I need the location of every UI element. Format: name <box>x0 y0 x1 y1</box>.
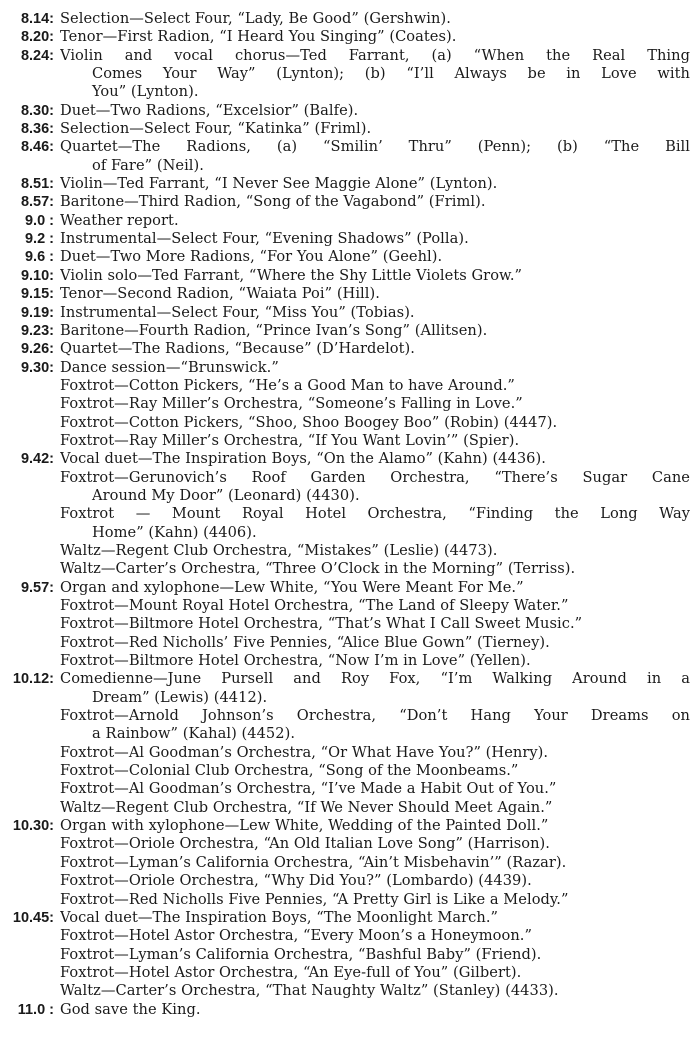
entry-line: Foxtrot—Colonial Club Orchestra, “Song of the Moonbeams.” <box>60 762 519 780</box>
programme-entry <box>6 799 690 817</box>
entry-line: Quartet—The Radions, (a) “Smilin’ Thru” (Penn); (b) “The Bill <box>60 138 690 156</box>
entry-line: Dance session—“Brunswick.” <box>60 358 279 376</box>
entry-line: Weather report. <box>60 211 179 229</box>
entry-time <box>6 469 60 487</box>
entry-description <box>60 505 690 542</box>
entry-time: 10.45: <box>12 909 54 926</box>
entry-line: Waltz—Carter’s Orchestra, “That Naughty Waltz” (Stanley) (4433). <box>60 982 559 1000</box>
entry-description <box>60 707 690 744</box>
programme-entry <box>6 707 690 744</box>
entry-description <box>60 780 690 798</box>
entry-description <box>60 744 690 762</box>
entry-line: Around My Door” (Leonard) (4430). <box>92 486 360 504</box>
entry-line: Vocal duet—The Inspiration Boys, “The Moonlight March.” <box>60 908 499 926</box>
entry-description <box>60 175 690 193</box>
programme-entry <box>6 120 690 138</box>
entry-description <box>60 946 690 964</box>
entry-description <box>60 817 690 835</box>
entry-time: 8.57: <box>20 194 54 211</box>
programme-entry <box>6 340 690 358</box>
entry-description <box>60 212 690 230</box>
entry-line: Foxtrot—Gerunovich’s Roof Garden Orchestra, “There’s Sugar Cane <box>60 468 690 486</box>
entry-time: 8.46: <box>20 139 54 156</box>
entry-time <box>6 780 60 798</box>
entry-time: 10.12: <box>12 671 54 688</box>
entry-time <box>6 854 60 872</box>
entry-line: Selection—Select Four, “Lady, Be Good” (Gershwin). <box>60 10 451 27</box>
entry-time: 9.26: <box>20 341 54 358</box>
entry-description <box>60 560 690 578</box>
entry-time <box>6 799 60 817</box>
programme-entry <box>6 652 690 670</box>
entry-line: Tenor—First Radion, “I Heard You Singing” (Coates). <box>60 28 457 46</box>
entry-line: Foxtrot—Biltmore Hotel Orchestra, “That’s What I Call Sweet Music.” <box>60 615 583 633</box>
entry-time <box>6 377 60 395</box>
entry-time: 8.36: <box>20 121 54 138</box>
entry-description <box>60 964 690 982</box>
entry-line: Baritone—Third Radion, “Song of the Vagabond” (Friml). <box>60 193 486 211</box>
entry-time <box>6 707 60 725</box>
entry-line: Foxtrot—Biltmore Hotel Orchestra, “Now I’m in Love” (Yellen). <box>60 652 531 670</box>
programme-entry <box>6 469 690 506</box>
programme-entry <box>6 909 690 927</box>
entry-description <box>60 193 690 211</box>
programme-entry <box>6 542 690 560</box>
entry-line: Foxtrot—Cotton Pickers, “He’s a Good Man to have Around.” <box>60 376 515 394</box>
entry-time: 9.10: <box>20 267 54 284</box>
entry-description <box>60 909 690 927</box>
programme-entry <box>6 322 690 340</box>
entry-line: Foxtrot—Ray Miller’s Orchestra, “If You Want Lovin’” (Spier). <box>60 431 520 449</box>
programme-entry <box>6 982 690 1000</box>
programme-entry <box>6 248 690 266</box>
entry-description <box>60 47 690 102</box>
programme-entry <box>6 230 690 248</box>
entry-time: 11.0 : <box>17 1001 54 1018</box>
programme-entry <box>6 670 690 707</box>
entry-line: Quartet—The Radions, “Because” (D’Hardelot). <box>60 340 415 358</box>
entry-time: 10.30: <box>12 818 54 835</box>
entry-description <box>60 304 690 322</box>
entry-description <box>60 377 690 395</box>
entry-line: Violin—Ted Farrant, “I Never See Maggie Alone” (Lynton). <box>60 175 498 193</box>
entry-description <box>60 854 690 872</box>
entry-time: 9.23: <box>20 322 54 339</box>
entry-line: Baritone—Fourth Radion, “Prince Ivan’s Song” (Allitsen). <box>60 321 488 339</box>
entry-time <box>6 964 60 982</box>
programme-entry <box>6 395 690 413</box>
entry-time <box>6 615 60 633</box>
entry-time <box>6 395 60 413</box>
entry-time <box>6 927 60 945</box>
entry-description <box>60 432 690 450</box>
entry-line: Waltz—Carter’s Orchestra, “Three O’Clock in the Morning” (Terriss). <box>60 560 576 578</box>
entry-time: 8.51: <box>20 176 54 193</box>
entry-line: Dream” (Lewis) (4412). <box>92 688 268 706</box>
entry-line: Foxtrot—Al Goodman’s Orchestra, “I’ve Made a Habit Out of You.” <box>60 780 557 798</box>
entry-line: Violin solo—Ted Farrant, “Where the Shy Little Violets Grow.” <box>60 266 523 284</box>
entry-time: 9.42: <box>20 451 54 468</box>
entry-time <box>6 946 60 964</box>
entry-line: Foxtrot—Red Nicholls’ Five Pennies, “Alice Blue Gown” (Tierney). <box>60 633 550 651</box>
entry-time <box>6 652 60 670</box>
programme-entry <box>6 138 690 175</box>
programme-entry <box>6 946 690 964</box>
entry-description <box>60 615 690 633</box>
entry-line: a Rainbow” (Kahal) (4452). <box>92 725 296 743</box>
entry-time <box>6 634 60 652</box>
entry-line: of Fare” (Neil). <box>92 156 204 174</box>
entry-description <box>60 982 690 1000</box>
programme-entry <box>6 359 690 377</box>
programme-entry <box>6 377 690 395</box>
programme-entry <box>6 414 690 432</box>
entry-line: Foxtrot—Oriole Orchestra, “An Old Italian Love Song” (Harrison). <box>60 835 550 853</box>
programme-entry <box>6 28 690 46</box>
entry-time: 9.2 : <box>24 231 54 248</box>
entry-description <box>60 138 690 175</box>
programme-entry <box>6 762 690 780</box>
entry-description <box>60 762 690 780</box>
entry-line: Duet—Two More Radions, “For You Alone” (Geehl). <box>60 248 443 266</box>
programme-entry <box>6 450 690 468</box>
programme-entry <box>6 102 690 120</box>
programme-entry <box>6 780 690 798</box>
entry-line: Foxtrot—Oriole Orchestra, “Why Did You?” (Lombardo) (4439). <box>60 872 532 890</box>
entry-line: Organ and xylophone—Lew White, “You Were Meant For Me.” <box>60 578 524 596</box>
entry-line: Waltz—Regent Club Orchestra, “Mistakes” (Leslie) (4473). <box>60 541 498 559</box>
programme-entry <box>6 432 690 450</box>
programme-entry <box>6 10 690 28</box>
entry-time: 9.19: <box>20 304 54 321</box>
entry-description <box>60 10 690 28</box>
entry-description <box>60 248 690 266</box>
programme-entry <box>6 212 690 230</box>
entry-line: You” (Lynton). <box>92 83 199 101</box>
entry-description <box>60 469 690 506</box>
entry-description <box>60 414 690 432</box>
programme-entry <box>6 193 690 211</box>
entry-line: Vocal duet—The Inspiration Boys, “On the Alamo” (Kahn) (4436). <box>60 450 546 468</box>
entry-line: Foxtrot—Hotel Astor Orchestra, “Every Moon’s a Honeymoon.” <box>60 927 532 945</box>
programme-entry <box>6 47 690 102</box>
entry-description <box>60 267 690 285</box>
entry-description <box>60 799 690 817</box>
entry-line: Foxtrot—Al Goodman’s Orchestra, “Or What Have You?” (Henry). <box>60 743 549 761</box>
entry-time: 9.15: <box>20 286 54 303</box>
entry-time <box>6 891 60 909</box>
entry-time <box>6 542 60 560</box>
entry-line: Selection—Select Four, “Katinka” (Friml). <box>60 120 372 138</box>
entry-description <box>60 395 690 413</box>
entry-time: 9.6 : <box>24 249 54 266</box>
entry-line: God save the King. <box>60 1000 201 1018</box>
entry-description <box>60 835 690 853</box>
entry-description <box>60 1001 690 1019</box>
entry-description <box>60 120 690 138</box>
entry-description <box>60 285 690 303</box>
programme-entry <box>6 285 690 303</box>
entry-description <box>60 670 690 707</box>
entry-description <box>60 450 690 468</box>
entry-description <box>60 872 690 890</box>
entry-time: 8.30: <box>20 102 54 119</box>
programme-entry <box>6 891 690 909</box>
entry-time: 8.14: <box>20 11 54 27</box>
entry-time <box>6 432 60 450</box>
entry-line: Foxtrot—Hotel Astor Orchestra, “An Eye-full of You” (Gilbert). <box>60 963 522 981</box>
entry-line: Foxtrot—Ray Miller’s Orchestra, “Someone’s Falling in Love.” <box>60 395 523 413</box>
entry-time <box>6 505 60 523</box>
entry-description <box>60 634 690 652</box>
programme-entry <box>6 505 690 542</box>
entry-line: Foxtrot—Lyman’s California Orchestra, “Bashful Baby” (Friend). <box>60 945 542 963</box>
entry-description <box>60 340 690 358</box>
entry-time <box>6 414 60 432</box>
entry-line: Violin and vocal chorus—Ted Farrant, (a) “When the Real Thing <box>60 46 690 64</box>
entry-description <box>60 579 690 597</box>
programme-entry <box>6 744 690 762</box>
entry-description <box>60 102 690 120</box>
programme-entry <box>6 597 690 615</box>
entry-time <box>6 835 60 853</box>
programme-entry <box>6 817 690 835</box>
entry-line: Home” (Kahn) (4406). <box>92 523 257 541</box>
entry-line: Duet—Two Radions, “Excelsior” (Balfe). <box>60 101 359 119</box>
entry-line: Foxtrot — Mount Royal Hotel Orchestra, “Finding the Long Way <box>60 505 690 523</box>
entry-description <box>60 359 690 377</box>
entry-line: Tenor—Second Radion, “Waiata Poi” (Hill). <box>60 285 380 303</box>
programme-entry <box>6 1001 690 1019</box>
entry-line: Comedienne—June Pursell and Roy Fox, “I’m Walking Around in a <box>60 670 690 688</box>
programme-entry <box>6 175 690 193</box>
entry-time <box>6 560 60 578</box>
entry-description <box>60 597 690 615</box>
entry-line: Foxtrot—Mount Royal Hotel Orchestra, “The Land of Sleepy Water.” <box>60 597 569 614</box>
programme-entry <box>6 579 690 597</box>
entry-description <box>60 322 690 340</box>
entry-description <box>60 891 690 909</box>
entry-time <box>6 982 60 1000</box>
programme-entry <box>6 964 690 982</box>
entry-line: Foxtrot—Lyman’s California Orchestra, “Ain’t Misbehavin’” (Razar). <box>60 853 567 871</box>
entry-description <box>60 28 690 46</box>
entry-description <box>60 927 690 945</box>
programme-entry <box>6 854 690 872</box>
entry-time <box>6 744 60 762</box>
entry-time: 8.24: <box>20 47 54 64</box>
entry-line: Foxtrot—Cotton Pickers, “Shoo, Shoo Boogey Boo” (Robin) (4447). <box>60 413 558 431</box>
entry-time: 8.20: <box>20 29 54 46</box>
programme-entry <box>6 560 690 578</box>
entry-line: Instrumental—Select Four, “Evening Shadows” (Polla). <box>60 230 469 248</box>
entry-line: Foxtrot—Red Nicholls Five Pennies, “A Pretty Girl is Like a Melody.” <box>60 890 569 908</box>
programme-entry <box>6 927 690 945</box>
entry-time: 9.30: <box>20 359 54 376</box>
programme-entry <box>6 304 690 322</box>
programme-entry <box>6 267 690 285</box>
entry-line: Foxtrot—Arnold Johnson’s Orchestra, “Don’t Hang Your Dreams on <box>60 707 690 725</box>
entry-time <box>6 872 60 890</box>
programme-entry <box>6 615 690 633</box>
programme-entry <box>6 634 690 652</box>
entry-description <box>60 542 690 560</box>
entry-line: Comes Your Way” (Lynton); (b) “I’ll Always be in Love with <box>92 65 690 83</box>
entry-time <box>6 762 60 780</box>
entry-time: 9.0 : <box>24 212 54 229</box>
entry-line: Organ with xylophone—Lew White, Wedding of the Painted Doll.” <box>60 817 549 835</box>
programme-entry <box>6 835 690 853</box>
entry-time <box>6 597 60 615</box>
entry-time: 9.57: <box>20 579 54 596</box>
entry-description <box>60 652 690 670</box>
entry-description <box>60 230 690 248</box>
programme-entry <box>6 872 690 890</box>
entry-line: Waltz—Regent Club Orchestra, “If We Never Should Meet Again.” <box>60 798 553 816</box>
entry-line: Instrumental—Select Four, “Miss You” (Tobias). <box>60 303 415 321</box>
